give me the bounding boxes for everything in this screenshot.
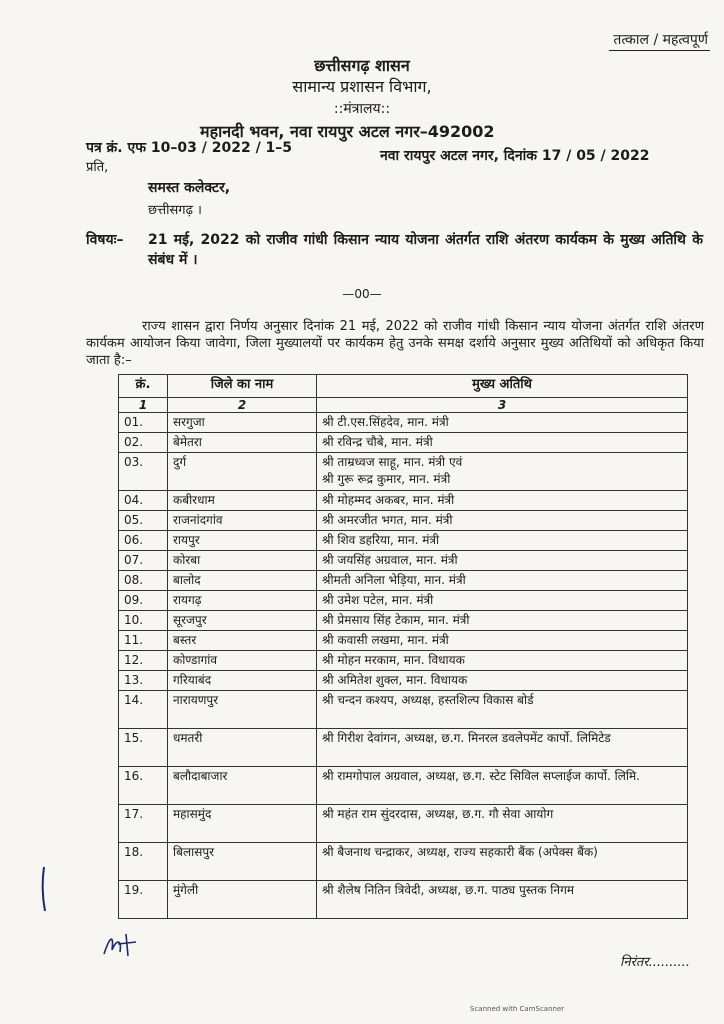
row-district: बेमेतरा: [168, 433, 317, 453]
table-row: [119, 551, 688, 571]
recipient-line-1: समस्त कलेक्टर,: [148, 180, 231, 196]
office-heading: ::मंत्रालय::: [333, 101, 391, 117]
row-guest: श्री उमेश पटेल, मान. मंत्री: [317, 591, 688, 611]
row-district: नारायणपुर: [168, 691, 317, 729]
table-row: [119, 571, 688, 591]
row-serial: 13.: [119, 671, 168, 691]
row-district: सरगुजा: [168, 413, 317, 433]
row-district: बस्तर: [168, 631, 317, 651]
row-serial: 02.: [119, 433, 168, 453]
row-serial: 16.: [119, 767, 168, 805]
body-paragraph: राज्य शासन द्वारा निर्णय अनुसार दिनांक 21 मई, 2022 को राजीव गांधी किसान न्याय योजना अंतर्गत राशि अंतरण कार्यकम आयोजन किया जावेगा, जिला मुख्यालयों पर कार्यकम हेतु उनके समक्ष दर्शाये अनुसार मुख्य अतिथियों को अधिकृत किया जाता है:–: [86, 319, 704, 368]
column-number: 1: [119, 398, 168, 413]
table-row: [119, 651, 688, 671]
government-heading: छत्तीसगढ़ शासन: [314, 56, 410, 75]
table-row: [119, 413, 688, 433]
row-serial: 05.: [119, 511, 168, 531]
row-guest: श्री अमरजीत भगत, मान. मंत्री: [317, 511, 688, 531]
column-number: 3: [317, 398, 688, 413]
row-district: बलौदाबाजार: [168, 767, 317, 805]
row-serial: 04.: [119, 491, 168, 511]
table-row: [119, 691, 688, 729]
letter-number: पत्र क्रं. एफ 10–03 / 2022 / 1–5: [86, 140, 293, 156]
row-guest: श्री महंत राम सुंदरदास, अध्यक्ष, छ.ग. गौ सेवा आयोग: [317, 805, 688, 843]
table-row: [119, 531, 688, 551]
row-serial: 14.: [119, 691, 168, 729]
urgent-tag: तत्काल / महत्वपूर्ण: [609, 30, 710, 51]
section-divider: —00—: [342, 287, 382, 301]
table-row: [119, 491, 688, 511]
header-guest: मुख्य अतिथि: [317, 375, 688, 398]
table-row: [119, 671, 688, 691]
row-guest: श्री जयसिंह अग्रवाल, मान. मंत्री: [317, 551, 688, 571]
table-row: [119, 611, 688, 631]
department-heading: सामान्य प्रशासन विभाग,: [292, 77, 432, 96]
row-serial: 15.: [119, 729, 168, 767]
table-header-row: [119, 375, 688, 398]
row-district: महासमुंद: [168, 805, 317, 843]
table-row: [119, 881, 688, 919]
row-district: कबीरधाम: [168, 491, 317, 511]
row-guest: श्री रविन्द्र चौबे, मान. मंत्री: [317, 433, 688, 453]
row-district: गरियाबंद: [168, 671, 317, 691]
row-district: सूरजपुर: [168, 611, 317, 631]
table-row: [119, 453, 688, 491]
row-serial: 19.: [119, 881, 168, 919]
table-row: [119, 767, 688, 805]
row-serial: 03.: [119, 453, 168, 491]
table-row: [119, 433, 688, 453]
pen-mark: [40, 865, 48, 913]
scanner-watermark: Scanned with CamScanner: [470, 1005, 565, 1013]
row-serial: 18.: [119, 843, 168, 881]
row-serial: 01.: [119, 413, 168, 433]
chief-guest-table: [118, 374, 688, 919]
column-number: 2: [168, 398, 317, 413]
row-serial: 10.: [119, 611, 168, 631]
subject-label: विषयः–: [86, 232, 124, 248]
row-guest: श्री रामगोपाल अग्रवाल, अध्यक्ष, छ.ग. स्टेट सिविल सप्लाईज कार्पो. लिमि.: [317, 767, 688, 805]
row-guest: श्री शिव डहरिया, मान. मंत्री: [317, 531, 688, 551]
table-row: [119, 631, 688, 651]
row-district: धमतरी: [168, 729, 317, 767]
row-guest: श्री गिरीश देवांगन, अध्यक्ष, छ.ग. मिनरल डवलेपमेंट कार्पो. लिमिटेड: [317, 729, 688, 767]
row-district: दुर्ग: [168, 453, 317, 491]
row-district: रायपुर: [168, 531, 317, 551]
row-guest: श्री शैलेष नितिन त्रिवेदी, अध्यक्ष, छ.ग. पाठ्य पुस्तक निगम: [317, 881, 688, 919]
row-serial: 12.: [119, 651, 168, 671]
row-guest: श्री प्रेमसाय सिंह टेकाम, मान. मंत्री: [317, 611, 688, 631]
header-serial: क्रं.: [119, 375, 168, 398]
row-guest: श्री कवासी लखमा, मान. मंत्री: [317, 631, 688, 651]
initials-signature: [100, 930, 140, 960]
column-number-row: [119, 398, 688, 413]
row-district: बालोद: [168, 571, 317, 591]
row-guest: श्री मोहन मरकाम, मान. विधायक: [317, 651, 688, 671]
header-district: जिले का नाम: [168, 375, 317, 398]
row-guest: श्री मोहम्मद अकबर, मान. मंत्री: [317, 491, 688, 511]
office-address: महानदी भवन, नवा रायपुर अटल नगर–492002: [200, 122, 495, 141]
table-row: [119, 591, 688, 611]
row-district: कोरबा: [168, 551, 317, 571]
table-row: [119, 843, 688, 881]
row-district: राजनांदगांव: [168, 511, 317, 531]
row-guest: श्री बैजनाथ चन्द्राकर, अध्यक्ष, राज्य सहकारी बैंक (अपेक्स बैंक): [317, 843, 688, 881]
row-district: रायगढ़: [168, 591, 317, 611]
to-label: प्रति,: [86, 160, 109, 175]
row-guest: श्री अमितेश शुक्ल, मान. विधायक: [317, 671, 688, 691]
row-guest: श्रीमती अनिला भेड़िया, मान. मंत्री: [317, 571, 688, 591]
row-serial: 17.: [119, 805, 168, 843]
row-district: बिलासपुर: [168, 843, 317, 881]
row-guest: श्री टी.एस.सिंहदेव, मान. मंत्री: [317, 413, 688, 433]
table-row: [119, 805, 688, 843]
table-row: [119, 729, 688, 767]
row-district: कोण्डागांव: [168, 651, 317, 671]
row-guest: श्री चन्दन कश्यप, अध्यक्ष, हस्तशिल्प विकास बोर्ड: [317, 691, 688, 729]
continued-note: निरंतर..........: [620, 955, 690, 970]
subject-text: 21 मई, 2022 को राजीव गांधी किसान न्याय योजना अंतर्गत राशि अंतरण कार्यकम के मुख्य अतिथि के संबंध में ।: [148, 232, 703, 268]
row-serial: 08.: [119, 571, 168, 591]
row-serial: 11.: [119, 631, 168, 651]
row-guest: श्री ताम्रध्वज साहू, मान. मंत्री एवं श्री गुरू रूद्र कुमार, मान. मंत्री: [317, 453, 688, 491]
row-serial: 09.: [119, 591, 168, 611]
row-serial: 07.: [119, 551, 168, 571]
row-district: मुंगेली: [168, 881, 317, 919]
letter-place-date: नवा रायपुर अटल नगर, दिनांक 17 / 05 / 2022: [380, 148, 650, 164]
table-row: [119, 511, 688, 531]
recipient-line-2: छत्तीसगढ़ ।: [148, 203, 202, 218]
row-serial: 06.: [119, 531, 168, 551]
